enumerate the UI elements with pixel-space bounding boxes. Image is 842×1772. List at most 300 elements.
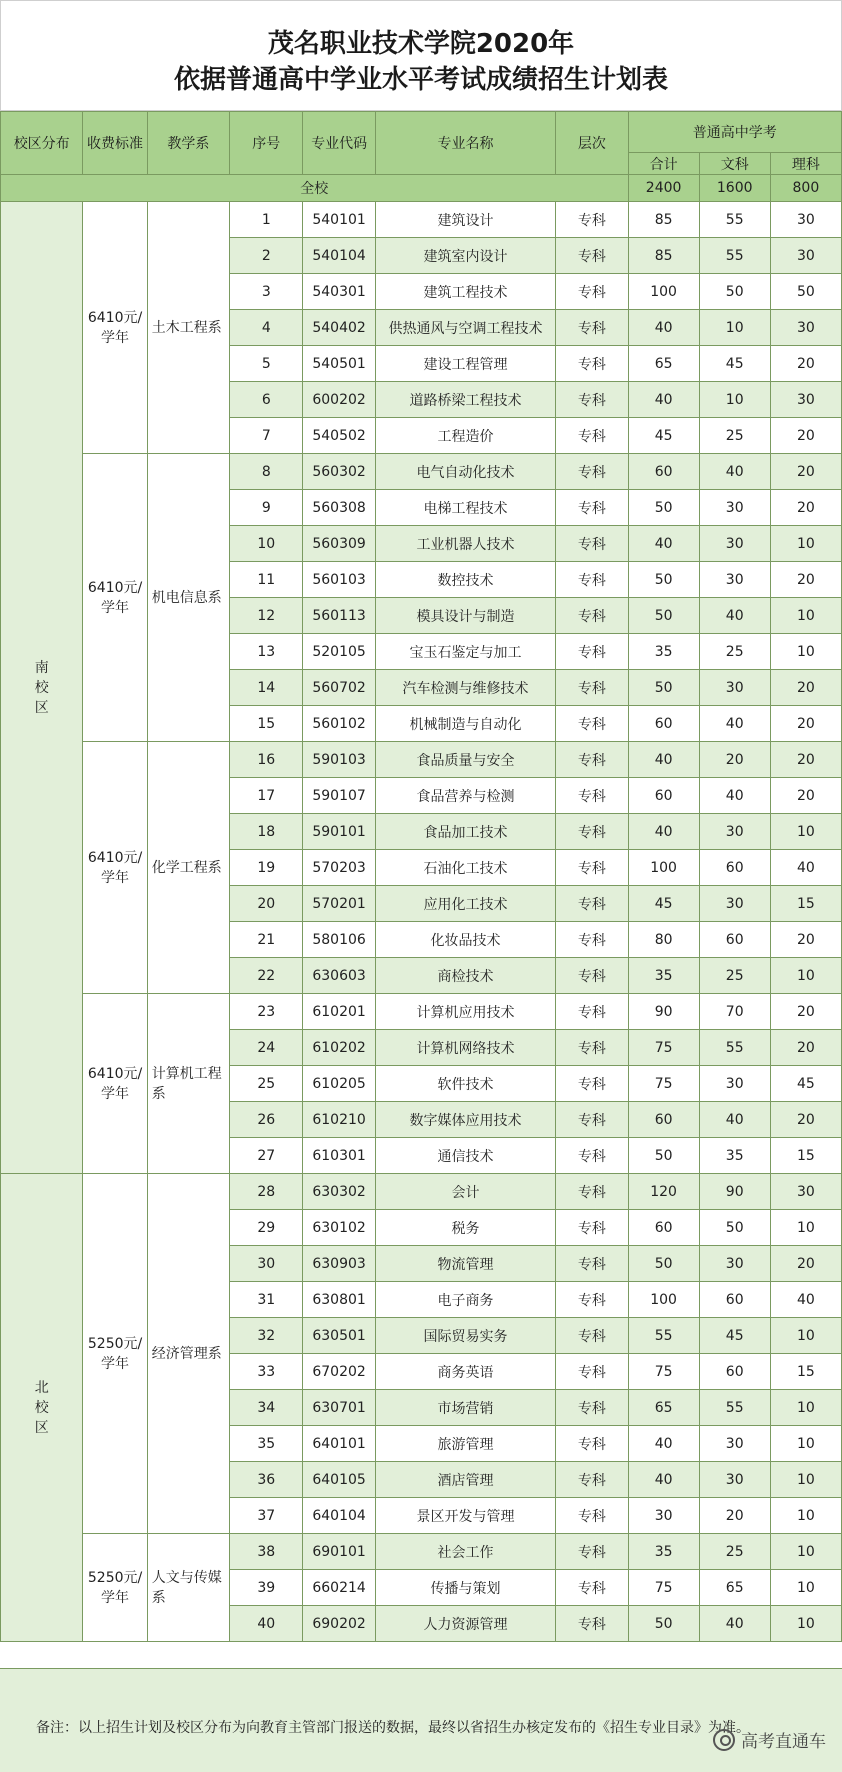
cell-seq: 25 bbox=[230, 1066, 303, 1102]
cell-code: 560102 bbox=[303, 706, 375, 742]
cell-level: 专科 bbox=[556, 886, 628, 922]
cell-name: 景区开发与管理 bbox=[375, 1498, 556, 1534]
cell-level: 专科 bbox=[556, 1138, 628, 1174]
cell-sci: 45 bbox=[770, 1066, 841, 1102]
cell-level: 专科 bbox=[556, 526, 628, 562]
cell-level: 专科 bbox=[556, 1426, 628, 1462]
fee-cell: 6410元/学年 bbox=[83, 994, 147, 1174]
cell-name: 计算机网络技术 bbox=[375, 1030, 556, 1066]
cell-arts: 90 bbox=[699, 1174, 770, 1210]
cell-code: 540301 bbox=[303, 274, 375, 310]
cell-name: 旅游管理 bbox=[375, 1426, 556, 1462]
cell-sci: 30 bbox=[770, 310, 841, 346]
cell-level: 专科 bbox=[556, 1390, 628, 1426]
dept-cell: 经济管理系 bbox=[147, 1174, 229, 1534]
cell-sci: 20 bbox=[770, 922, 841, 958]
cell-total: 50 bbox=[628, 598, 699, 634]
cell-name: 宝玉石鉴定与加工 bbox=[375, 634, 556, 670]
cell-total: 90 bbox=[628, 994, 699, 1030]
cell-code: 610205 bbox=[303, 1066, 375, 1102]
cell-total: 50 bbox=[628, 1246, 699, 1282]
cell-name: 社会工作 bbox=[375, 1534, 556, 1570]
cell-sci: 10 bbox=[770, 1210, 841, 1246]
cell-total: 40 bbox=[628, 1426, 699, 1462]
cell-seq: 29 bbox=[230, 1210, 303, 1246]
cell-seq: 9 bbox=[230, 490, 303, 526]
cell-total: 60 bbox=[628, 706, 699, 742]
cell-seq: 16 bbox=[230, 742, 303, 778]
cell-arts: 30 bbox=[699, 1246, 770, 1282]
cell-level: 专科 bbox=[556, 274, 628, 310]
table-row bbox=[1, 1174, 842, 1210]
cell-name: 电子商务 bbox=[375, 1282, 556, 1318]
cell-seq: 5 bbox=[230, 346, 303, 382]
cell-seq: 19 bbox=[230, 850, 303, 886]
cell-seq: 8 bbox=[230, 454, 303, 490]
cell-total: 100 bbox=[628, 274, 699, 310]
cell-seq: 27 bbox=[230, 1138, 303, 1174]
dept-cell: 土木工程系 bbox=[147, 202, 229, 454]
header-level: 层次 bbox=[556, 112, 628, 175]
cell-code: 630501 bbox=[303, 1318, 375, 1354]
cell-name: 工业机器人技术 bbox=[375, 526, 556, 562]
cell-total: 75 bbox=[628, 1354, 699, 1390]
cell-sci: 20 bbox=[770, 562, 841, 598]
cell-sci: 20 bbox=[770, 706, 841, 742]
cell-total: 40 bbox=[628, 742, 699, 778]
cell-level: 专科 bbox=[556, 490, 628, 526]
cell-name: 人力资源管理 bbox=[375, 1606, 556, 1642]
fee-cell: 5250元/学年 bbox=[83, 1534, 147, 1642]
header-sci: 理科 bbox=[770, 153, 841, 175]
cell-seq: 31 bbox=[230, 1282, 303, 1318]
cell-level: 专科 bbox=[556, 310, 628, 346]
cell-total: 45 bbox=[628, 886, 699, 922]
all-school-label: 全校 bbox=[1, 175, 629, 202]
all-arts: 1600 bbox=[699, 175, 770, 202]
cell-sci: 10 bbox=[770, 1390, 841, 1426]
cell-arts: 50 bbox=[699, 274, 770, 310]
cell-sci: 20 bbox=[770, 994, 841, 1030]
cell-arts: 10 bbox=[699, 310, 770, 346]
cell-total: 60 bbox=[628, 778, 699, 814]
cell-total: 35 bbox=[628, 1534, 699, 1570]
dept-cell: 化学工程系 bbox=[147, 742, 229, 994]
cell-total: 50 bbox=[628, 1138, 699, 1174]
cell-total: 55 bbox=[628, 1318, 699, 1354]
cell-name: 传播与策划 bbox=[375, 1570, 556, 1606]
cell-total: 40 bbox=[628, 382, 699, 418]
cell-total: 75 bbox=[628, 1030, 699, 1066]
cell-seq: 39 bbox=[230, 1570, 303, 1606]
cell-sci: 40 bbox=[770, 1282, 841, 1318]
cell-name: 食品营养与检测 bbox=[375, 778, 556, 814]
cell-seq: 3 bbox=[230, 274, 303, 310]
cell-name: 通信技术 bbox=[375, 1138, 556, 1174]
cell-name: 道路桥梁工程技术 bbox=[375, 382, 556, 418]
cell-level: 专科 bbox=[556, 1318, 628, 1354]
cell-arts: 30 bbox=[699, 670, 770, 706]
cell-arts: 40 bbox=[699, 598, 770, 634]
cell-total: 65 bbox=[628, 346, 699, 382]
footnote bbox=[0, 1668, 842, 1772]
cell-code: 540501 bbox=[303, 346, 375, 382]
cell-code: 590103 bbox=[303, 742, 375, 778]
cell-name: 数字媒体应用技术 bbox=[375, 1102, 556, 1138]
dept-cell: 计算机工程系 bbox=[147, 994, 229, 1174]
cell-arts: 60 bbox=[699, 1282, 770, 1318]
cell-total: 75 bbox=[628, 1570, 699, 1606]
cell-sci: 30 bbox=[770, 1174, 841, 1210]
cell-level: 专科 bbox=[556, 1462, 628, 1498]
cell-seq: 17 bbox=[230, 778, 303, 814]
cell-name: 工程造价 bbox=[375, 418, 556, 454]
cell-sci: 15 bbox=[770, 1138, 841, 1174]
cell-code: 670202 bbox=[303, 1354, 375, 1390]
cell-level: 专科 bbox=[556, 742, 628, 778]
cell-seq: 24 bbox=[230, 1030, 303, 1066]
cell-arts: 40 bbox=[699, 1606, 770, 1642]
cell-arts: 55 bbox=[699, 1390, 770, 1426]
cell-seq: 18 bbox=[230, 814, 303, 850]
cell-code: 630701 bbox=[303, 1390, 375, 1426]
cell-name: 石油化工技术 bbox=[375, 850, 556, 886]
cell-total: 85 bbox=[628, 202, 699, 238]
title-line2: 依据普通高中学业水平考试成绩招生计划表 bbox=[173, 65, 668, 95]
cell-level: 专科 bbox=[556, 778, 628, 814]
cell-total: 50 bbox=[628, 562, 699, 598]
header-seq: 序号 bbox=[230, 112, 303, 175]
cell-sci: 10 bbox=[770, 1534, 841, 1570]
cell-name: 软件技术 bbox=[375, 1066, 556, 1102]
cell-code: 590107 bbox=[303, 778, 375, 814]
cell-code: 610202 bbox=[303, 1030, 375, 1066]
footnote-text: 备注：以上招生计划及校区分布为向教育主管部门报送的数据，最终以省招生办核定发布的《招生专业目录》为准。 bbox=[36, 1720, 750, 1736]
cell-name: 建设工程管理 bbox=[375, 346, 556, 382]
cell-seq: 6 bbox=[230, 382, 303, 418]
dept-cell: 人文与传媒系 bbox=[147, 1534, 229, 1642]
cell-code: 630603 bbox=[303, 958, 375, 994]
cell-total: 120 bbox=[628, 1174, 699, 1210]
fee-cell: 6410元/学年 bbox=[83, 202, 147, 454]
cell-name: 会计 bbox=[375, 1174, 556, 1210]
cell-arts: 25 bbox=[699, 1534, 770, 1570]
cell-seq: 15 bbox=[230, 706, 303, 742]
cell-seq: 30 bbox=[230, 1246, 303, 1282]
cell-code: 540104 bbox=[303, 238, 375, 274]
cell-total: 35 bbox=[628, 634, 699, 670]
cell-seq: 33 bbox=[230, 1354, 303, 1390]
cell-code: 560302 bbox=[303, 454, 375, 490]
cell-seq: 4 bbox=[230, 310, 303, 346]
cell-code: 590101 bbox=[303, 814, 375, 850]
cell-sci: 20 bbox=[770, 454, 841, 490]
cell-code: 690202 bbox=[303, 1606, 375, 1642]
cell-code: 560113 bbox=[303, 598, 375, 634]
cell-arts: 60 bbox=[699, 922, 770, 958]
cell-seq: 28 bbox=[230, 1174, 303, 1210]
cell-sci: 10 bbox=[770, 598, 841, 634]
cell-sci: 15 bbox=[770, 1354, 841, 1390]
cell-arts: 60 bbox=[699, 1354, 770, 1390]
cell-sci: 10 bbox=[770, 526, 841, 562]
cell-level: 专科 bbox=[556, 814, 628, 850]
cell-seq: 20 bbox=[230, 886, 303, 922]
cell-code: 630102 bbox=[303, 1210, 375, 1246]
cell-level: 专科 bbox=[556, 1354, 628, 1390]
cell-seq: 37 bbox=[230, 1498, 303, 1534]
cell-code: 640105 bbox=[303, 1462, 375, 1498]
cell-level: 专科 bbox=[556, 1606, 628, 1642]
watermark bbox=[713, 1727, 826, 1752]
cell-total: 60 bbox=[628, 454, 699, 490]
cell-arts: 40 bbox=[699, 706, 770, 742]
header-group: 普通高中学考 bbox=[628, 112, 841, 153]
cell-level: 专科 bbox=[556, 1102, 628, 1138]
cell-name: 应用化工技术 bbox=[375, 886, 556, 922]
cell-arts: 25 bbox=[699, 958, 770, 994]
header-total: 合计 bbox=[628, 153, 699, 175]
cell-name: 供热通风与空调工程技术 bbox=[375, 310, 556, 346]
cell-sci: 20 bbox=[770, 1246, 841, 1282]
cell-sci: 20 bbox=[770, 1030, 841, 1066]
cell-arts: 50 bbox=[699, 1210, 770, 1246]
cell-seq: 21 bbox=[230, 922, 303, 958]
header-fee: 收费标准 bbox=[83, 112, 147, 175]
cell-code: 520105 bbox=[303, 634, 375, 670]
cell-sci: 10 bbox=[770, 1318, 841, 1354]
cell-sci: 20 bbox=[770, 670, 841, 706]
cell-arts: 30 bbox=[699, 886, 770, 922]
all-total: 2400 bbox=[628, 175, 699, 202]
cell-code: 600202 bbox=[303, 382, 375, 418]
cell-sci: 15 bbox=[770, 886, 841, 922]
cell-seq: 13 bbox=[230, 634, 303, 670]
cell-code: 610201 bbox=[303, 994, 375, 1030]
fee-cell: 6410元/学年 bbox=[83, 454, 147, 742]
cell-arts: 25 bbox=[699, 418, 770, 454]
cell-total: 50 bbox=[628, 670, 699, 706]
cell-seq: 10 bbox=[230, 526, 303, 562]
header-campus: 校区分布 bbox=[1, 112, 83, 175]
cell-arts: 45 bbox=[699, 346, 770, 382]
cell-sci: 10 bbox=[770, 1462, 841, 1498]
cell-sci: 20 bbox=[770, 1102, 841, 1138]
cell-seq: 38 bbox=[230, 1534, 303, 1570]
cell-code: 560702 bbox=[303, 670, 375, 706]
cell-arts: 25 bbox=[699, 634, 770, 670]
cell-sci: 20 bbox=[770, 742, 841, 778]
cell-arts: 40 bbox=[699, 454, 770, 490]
cell-name: 汽车检测与维修技术 bbox=[375, 670, 556, 706]
cell-code: 540502 bbox=[303, 418, 375, 454]
cell-sci: 20 bbox=[770, 778, 841, 814]
cell-arts: 55 bbox=[699, 1030, 770, 1066]
cell-name: 机械制造与自动化 bbox=[375, 706, 556, 742]
cell-level: 专科 bbox=[556, 1498, 628, 1534]
cell-sci: 10 bbox=[770, 634, 841, 670]
cell-level: 专科 bbox=[556, 454, 628, 490]
cell-level: 专科 bbox=[556, 562, 628, 598]
cell-name: 计算机应用技术 bbox=[375, 994, 556, 1030]
cell-seq: 23 bbox=[230, 994, 303, 1030]
cell-total: 30 bbox=[628, 1498, 699, 1534]
cell-sci: 20 bbox=[770, 346, 841, 382]
cell-total: 40 bbox=[628, 310, 699, 346]
cell-code: 640104 bbox=[303, 1498, 375, 1534]
cell-arts: 30 bbox=[699, 1066, 770, 1102]
cell-seq: 32 bbox=[230, 1318, 303, 1354]
campus-north bbox=[1, 1174, 83, 1642]
cell-name: 酒店管理 bbox=[375, 1462, 556, 1498]
all-sci: 800 bbox=[770, 175, 841, 202]
cell-name: 市场营销 bbox=[375, 1390, 556, 1426]
header-name: 专业名称 bbox=[375, 112, 556, 175]
cell-code: 570201 bbox=[303, 886, 375, 922]
cell-sci: 10 bbox=[770, 814, 841, 850]
cell-seq: 35 bbox=[230, 1426, 303, 1462]
cell-name: 食品质量与安全 bbox=[375, 742, 556, 778]
cell-sci: 10 bbox=[770, 1426, 841, 1462]
cell-arts: 30 bbox=[699, 1462, 770, 1498]
cell-arts: 40 bbox=[699, 1102, 770, 1138]
cell-arts: 30 bbox=[699, 562, 770, 598]
cell-name: 建筑工程技术 bbox=[375, 274, 556, 310]
cell-total: 40 bbox=[628, 1462, 699, 1498]
cell-total: 50 bbox=[628, 1606, 699, 1642]
cell-arts: 70 bbox=[699, 994, 770, 1030]
cell-total: 65 bbox=[628, 1390, 699, 1426]
cell-code: 690101 bbox=[303, 1534, 375, 1570]
cell-seq: 12 bbox=[230, 598, 303, 634]
cell-sci: 40 bbox=[770, 850, 841, 886]
cell-name: 税务 bbox=[375, 1210, 556, 1246]
cell-name: 物流管理 bbox=[375, 1246, 556, 1282]
cell-sci: 10 bbox=[770, 1570, 841, 1606]
cell-level: 专科 bbox=[556, 1282, 628, 1318]
cell-sci: 50 bbox=[770, 274, 841, 310]
cell-level: 专科 bbox=[556, 994, 628, 1030]
cell-seq: 1 bbox=[230, 202, 303, 238]
table-row bbox=[1, 202, 842, 238]
cell-arts: 20 bbox=[699, 742, 770, 778]
cell-arts: 55 bbox=[699, 202, 770, 238]
cell-level: 专科 bbox=[556, 706, 628, 742]
cell-level: 专科 bbox=[556, 598, 628, 634]
campus-label: 南校区 bbox=[34, 659, 49, 716]
cell-level: 专科 bbox=[556, 1174, 628, 1210]
cell-total: 40 bbox=[628, 814, 699, 850]
cell-level: 专科 bbox=[556, 418, 628, 454]
cell-code: 540101 bbox=[303, 202, 375, 238]
cell-sci: 20 bbox=[770, 490, 841, 526]
cell-level: 专科 bbox=[556, 1030, 628, 1066]
cell-arts: 20 bbox=[699, 1498, 770, 1534]
cell-arts: 10 bbox=[699, 382, 770, 418]
cell-total: 40 bbox=[628, 526, 699, 562]
table-row bbox=[1, 742, 842, 778]
cell-level: 专科 bbox=[556, 634, 628, 670]
cell-total: 75 bbox=[628, 1066, 699, 1102]
cell-arts: 35 bbox=[699, 1138, 770, 1174]
fee-cell: 5250元/学年 bbox=[83, 1174, 147, 1534]
cell-level: 专科 bbox=[556, 850, 628, 886]
cell-total: 45 bbox=[628, 418, 699, 454]
title-block bbox=[0, 0, 842, 111]
fee-cell: 6410元/学年 bbox=[83, 742, 147, 994]
cell-level: 专科 bbox=[556, 958, 628, 994]
campus-label: 北校区 bbox=[34, 1379, 49, 1436]
cell-level: 专科 bbox=[556, 238, 628, 274]
cell-arts: 60 bbox=[699, 850, 770, 886]
cell-name: 商务英语 bbox=[375, 1354, 556, 1390]
enrollment-table bbox=[0, 111, 842, 1642]
cell-arts: 30 bbox=[699, 1426, 770, 1462]
header-code: 专业代码 bbox=[303, 112, 375, 175]
table-row bbox=[1, 1534, 842, 1570]
campus-south bbox=[1, 202, 83, 1174]
cell-code: 560308 bbox=[303, 490, 375, 526]
watermark-text: 高考直通车 bbox=[741, 1732, 826, 1752]
cell-name: 商检技术 bbox=[375, 958, 556, 994]
cell-total: 100 bbox=[628, 1282, 699, 1318]
cell-code: 570203 bbox=[303, 850, 375, 886]
header-arts: 文科 bbox=[699, 153, 770, 175]
cell-level: 专科 bbox=[556, 922, 628, 958]
cell-level: 专科 bbox=[556, 670, 628, 706]
table-row bbox=[1, 454, 842, 490]
cell-seq: 2 bbox=[230, 238, 303, 274]
cell-seq: 36 bbox=[230, 1462, 303, 1498]
cell-level: 专科 bbox=[556, 1066, 628, 1102]
cell-level: 专科 bbox=[556, 202, 628, 238]
cell-code: 630903 bbox=[303, 1246, 375, 1282]
cell-code: 660214 bbox=[303, 1570, 375, 1606]
cell-name: 电气自动化技术 bbox=[375, 454, 556, 490]
cell-total: 60 bbox=[628, 1102, 699, 1138]
cell-sci: 20 bbox=[770, 418, 841, 454]
cell-total: 85 bbox=[628, 238, 699, 274]
cell-arts: 30 bbox=[699, 490, 770, 526]
cell-arts: 30 bbox=[699, 526, 770, 562]
cell-name: 国际贸易实务 bbox=[375, 1318, 556, 1354]
header-dept: 教学系 bbox=[147, 112, 229, 175]
cell-arts: 40 bbox=[699, 778, 770, 814]
cell-code: 540402 bbox=[303, 310, 375, 346]
cell-level: 专科 bbox=[556, 382, 628, 418]
wechat-icon bbox=[713, 1729, 735, 1751]
cell-name: 模具设计与制造 bbox=[375, 598, 556, 634]
cell-sci: 10 bbox=[770, 958, 841, 994]
cell-name: 电梯工程技术 bbox=[375, 490, 556, 526]
cell-sci: 30 bbox=[770, 238, 841, 274]
cell-code: 610210 bbox=[303, 1102, 375, 1138]
cell-seq: 40 bbox=[230, 1606, 303, 1642]
cell-name: 化妆品技术 bbox=[375, 922, 556, 958]
cell-seq: 34 bbox=[230, 1390, 303, 1426]
cell-seq: 22 bbox=[230, 958, 303, 994]
cell-total: 100 bbox=[628, 850, 699, 886]
cell-total: 35 bbox=[628, 958, 699, 994]
cell-sci: 10 bbox=[770, 1498, 841, 1534]
cell-level: 专科 bbox=[556, 1570, 628, 1606]
cell-name: 食品加工技术 bbox=[375, 814, 556, 850]
cell-code: 610301 bbox=[303, 1138, 375, 1174]
cell-code: 630302 bbox=[303, 1174, 375, 1210]
cell-code: 630801 bbox=[303, 1282, 375, 1318]
cell-name: 建筑设计 bbox=[375, 202, 556, 238]
cell-level: 专科 bbox=[556, 1246, 628, 1282]
